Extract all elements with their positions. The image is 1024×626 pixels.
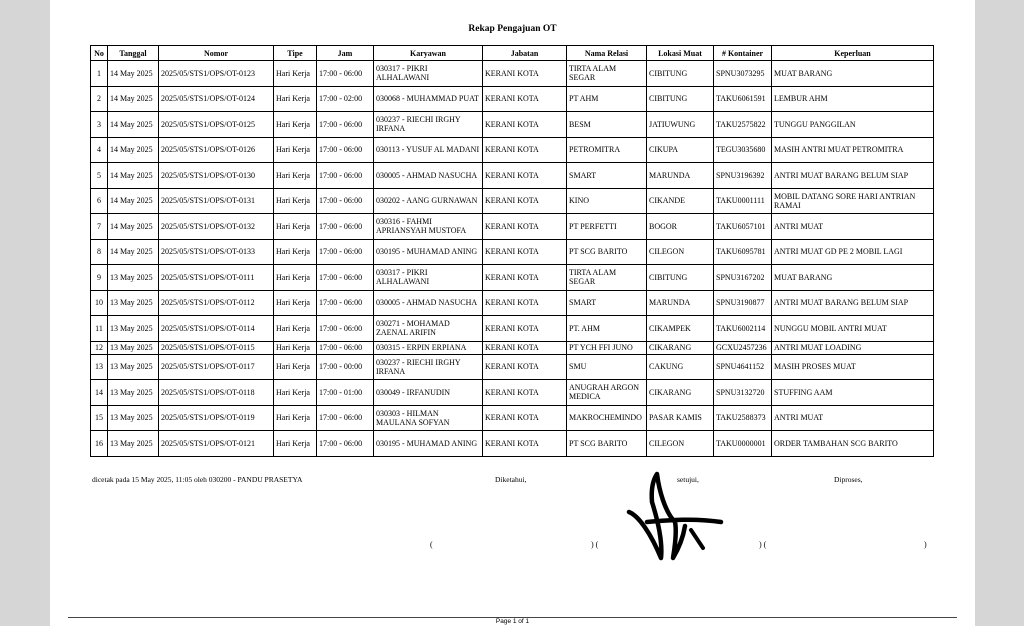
cell-nama-relasi: PT YCH FFI JUNO: [567, 341, 647, 354]
cell-jabatan: KERANI KOTA: [483, 431, 567, 457]
cell-tipe: Hari Kerja: [274, 163, 317, 189]
cell-jabatan: KERANI KOTA: [483, 380, 567, 406]
cell-karyawan: 030271 - MOHAMAD ZAENAL ARIFIN: [374, 316, 483, 342]
cell-jabatan: KERANI KOTA: [483, 239, 567, 265]
cell-keperluan: ANTRI MUAT: [772, 405, 934, 431]
cell-kontainer: TAKU2588373: [714, 405, 772, 431]
cell-nomor: 2025/05/STS1/OPS/OT-0126: [159, 137, 274, 163]
cell-nomor: 2025/05/STS1/OPS/OT-0133: [159, 239, 274, 265]
cell-nama-relasi: PT SCG BARITO: [567, 239, 647, 265]
cell-kontainer: SPNU4641152: [714, 354, 772, 380]
cell-karyawan: 030315 - ERPIN ERPIANA: [374, 341, 483, 354]
table-body: [91, 61, 934, 457]
cell-no: 1: [91, 61, 108, 87]
cell-nomor: 2025/05/STS1/OPS/OT-0115: [159, 341, 274, 354]
signature-paren: ): [924, 540, 927, 549]
cell-nomor: 2025/05/STS1/OPS/OT-0124: [159, 86, 274, 112]
cell-tanggal: 14 May 2025: [108, 239, 159, 265]
cell-kontainer: SPNU3132720: [714, 380, 772, 406]
table-row: [91, 341, 934, 354]
table-row: [91, 405, 934, 431]
signature-paren: ) (: [591, 540, 599, 549]
cell-nomor: 2025/05/STS1/OPS/OT-0117: [159, 354, 274, 380]
table-row: [91, 214, 934, 240]
cell-tanggal: 14 May 2025: [108, 188, 159, 214]
cell-tipe: Hari Kerja: [274, 354, 317, 380]
processed-label: Diproses,: [834, 475, 863, 484]
cell-no: 7: [91, 214, 108, 240]
cell-tanggal: 13 May 2025: [108, 316, 159, 342]
cell-keperluan: ANTRI MUAT LOADING: [772, 341, 934, 354]
cell-tipe: Hari Kerja: [274, 265, 317, 291]
known-label: Diketahui,: [495, 475, 527, 484]
cell-tipe: Hari Kerja: [274, 61, 317, 87]
cell-jam: 17:00 - 02:00: [317, 86, 374, 112]
signature-paren: (: [430, 540, 433, 549]
table-row: [91, 61, 934, 87]
cell-jam: 17:00 - 06:00: [317, 341, 374, 354]
table-row: [91, 265, 934, 291]
cell-karyawan: 030317 - PIKRI ALHALAWANI: [374, 61, 483, 87]
cell-tanggal: 14 May 2025: [108, 163, 159, 189]
cell-nomor: 2025/05/STS1/OPS/OT-0118: [159, 380, 274, 406]
cell-tipe: Hari Kerja: [274, 431, 317, 457]
cell-keperluan: MASIH PROSES MUAT: [772, 354, 934, 380]
col-header: Tipe: [274, 46, 317, 61]
cell-jabatan: KERANI KOTA: [483, 61, 567, 87]
cell-jam: 17:00 - 06:00: [317, 316, 374, 342]
cell-tipe: Hari Kerja: [274, 341, 317, 354]
cell-no: 12: [91, 341, 108, 354]
cell-nama-relasi: PT AHM: [567, 86, 647, 112]
cell-nomor: 2025/05/STS1/OPS/OT-0130: [159, 163, 274, 189]
col-header: Nama Relasi: [567, 46, 647, 61]
cell-jam: 17:00 - 06:00: [317, 290, 374, 316]
cell-karyawan: 030195 - MUHAMAD ANING: [374, 239, 483, 265]
printed-info: dicetak pada 15 May 2025, 11:05 oleh 030200 - PANDU PRASETYA: [92, 475, 303, 484]
cell-keperluan: NUNGGU MOBIL ANTRI MUAT: [772, 316, 934, 342]
cell-jam: 17:00 - 06:00: [317, 61, 374, 87]
cell-karyawan: 030316 - FAHMI APRIANSYAH MUSTOFA: [374, 214, 483, 240]
col-header: Karyawan: [374, 46, 483, 61]
cell-karyawan: 030237 - RIECHI IRGHY IRFANA: [374, 112, 483, 138]
cell-nama-relasi: SMART: [567, 290, 647, 316]
cell-nomor: 2025/05/STS1/OPS/OT-0132: [159, 214, 274, 240]
cell-jabatan: KERANI KOTA: [483, 290, 567, 316]
cell-lokasi-muat: CIKAMPEK: [647, 316, 714, 342]
table-row: [91, 137, 934, 163]
cell-tipe: Hari Kerja: [274, 86, 317, 112]
cell-nomor: 2025/05/STS1/OPS/OT-0111: [159, 265, 274, 291]
cell-jabatan: KERANI KOTA: [483, 214, 567, 240]
cell-nama-relasi: KINO: [567, 188, 647, 214]
cell-no: 2: [91, 86, 108, 112]
table-row: [91, 163, 934, 189]
cell-karyawan: 030317 - PIKRI ALHALAWANI: [374, 265, 483, 291]
table-row: [91, 290, 934, 316]
cell-tanggal: 13 May 2025: [108, 405, 159, 431]
cell-jam: 17:00 - 06:00: [317, 431, 374, 457]
cell-keperluan: ANTRI MUAT BARANG BELUM SIAP: [772, 163, 934, 189]
cell-keperluan: MASIH ANTRI MUAT PETROMITRA: [772, 137, 934, 163]
cell-kontainer: TAKU6095781: [714, 239, 772, 265]
cell-karyawan: 030005 - AHMAD NASUCHA: [374, 163, 483, 189]
cell-tanggal: 13 May 2025: [108, 431, 159, 457]
cell-tipe: Hari Kerja: [274, 239, 317, 265]
cell-karyawan: 030202 - AANG GURNAWAN: [374, 188, 483, 214]
report-title: Rekap Pengajuan OT: [468, 24, 557, 34]
cell-tanggal: 13 May 2025: [108, 265, 159, 291]
table-row: [91, 188, 934, 214]
col-header: Jam: [317, 46, 374, 61]
cell-lokasi-muat: CIKARANG: [647, 380, 714, 406]
cell-lokasi-muat: CIBITUNG: [647, 265, 714, 291]
cell-lokasi-muat: CILEGON: [647, 431, 714, 457]
cell-no: 13: [91, 354, 108, 380]
cell-nomor: 2025/05/STS1/OPS/OT-0112: [159, 290, 274, 316]
cell-lokasi-muat: MARUNDA: [647, 163, 714, 189]
cell-lokasi-muat: CIBITUNG: [647, 61, 714, 87]
cell-lokasi-muat: CIBITUNG: [647, 86, 714, 112]
cell-lokasi-muat: CIKUPA: [647, 137, 714, 163]
cell-tanggal: 13 May 2025: [108, 341, 159, 354]
cell-karyawan: 030195 - MUHAMAD ANING: [374, 431, 483, 457]
cell-jabatan: KERANI KOTA: [483, 341, 567, 354]
cell-keperluan: ANTRI MUAT: [772, 214, 934, 240]
cell-no: 5: [91, 163, 108, 189]
cell-no: 9: [91, 265, 108, 291]
cell-tanggal: 14 May 2025: [108, 61, 159, 87]
document-page: [50, 0, 975, 626]
cell-no: 11: [91, 316, 108, 342]
cell-tipe: Hari Kerja: [274, 188, 317, 214]
cell-lokasi-muat: CIKARANG: [647, 341, 714, 354]
cell-jam: 17:00 - 06:00: [317, 112, 374, 138]
cell-no: 3: [91, 112, 108, 138]
cell-tanggal: 14 May 2025: [108, 137, 159, 163]
cell-jabatan: KERANI KOTA: [483, 163, 567, 189]
cell-lokasi-muat: MARUNDA: [647, 290, 714, 316]
cell-no: 14: [91, 380, 108, 406]
cell-kontainer: SPNU3073295: [714, 61, 772, 87]
cell-tipe: Hari Kerja: [274, 316, 317, 342]
cell-kontainer: SPNU3190877: [714, 290, 772, 316]
cell-keperluan: ORDER TAMBAHAN SCG BARITO: [772, 431, 934, 457]
table-row: [91, 354, 934, 380]
cell-jam: 17:00 - 06:00: [317, 265, 374, 291]
cell-tipe: Hari Kerja: [274, 405, 317, 431]
cell-karyawan: 030068 - MUHAMMAD PUAT: [374, 86, 483, 112]
cell-kontainer: SPNU3167202: [714, 265, 772, 291]
cell-nomor: 2025/05/STS1/OPS/OT-0131: [159, 188, 274, 214]
cell-keperluan: LEMBUR AHM: [772, 86, 934, 112]
cell-jabatan: KERANI KOTA: [483, 137, 567, 163]
cell-keperluan: TUNGGU PANGGILAN: [772, 112, 934, 138]
cell-no: 15: [91, 405, 108, 431]
cell-kontainer: TAKU0001111: [714, 188, 772, 214]
cell-tanggal: 14 May 2025: [108, 214, 159, 240]
cell-kontainer: SPNU3196392: [714, 163, 772, 189]
cell-nama-relasi: TIRTA ALAM SEGAR: [567, 265, 647, 291]
cell-lokasi-muat: CILEGON: [647, 239, 714, 265]
cell-nomor: 2025/05/STS1/OPS/OT-0125: [159, 112, 274, 138]
cell-lokasi-muat: JATIUWUNG: [647, 112, 714, 138]
signature-paren: ) (: [759, 540, 767, 549]
cell-nama-relasi: TIRTA ALAM SEGAR: [567, 61, 647, 87]
cell-nama-relasi: PETROMITRA: [567, 137, 647, 163]
handwritten-signature: [625, 462, 725, 564]
cell-jam: 17:00 - 01:00: [317, 380, 374, 406]
cell-tipe: Hari Kerja: [274, 380, 317, 406]
table-row: [91, 316, 934, 342]
cell-nomor: 2025/05/STS1/OPS/OT-0119: [159, 405, 274, 431]
cell-lokasi-muat: CIKANDE: [647, 188, 714, 214]
col-header: Lokasi Muat: [647, 46, 714, 61]
cell-keperluan: STUFFING AAM: [772, 380, 934, 406]
col-header: Keperluan: [772, 46, 934, 61]
cell-tanggal: 13 May 2025: [108, 290, 159, 316]
cell-kontainer: GCXU2457236: [714, 341, 772, 354]
cell-karyawan: 030303 - HILMAN MAULANA SOFYAN: [374, 405, 483, 431]
cell-kontainer: TAKU0000001: [714, 431, 772, 457]
cell-jabatan: KERANI KOTA: [483, 86, 567, 112]
cell-kontainer: TAKU6002114: [714, 316, 772, 342]
cell-no: 6: [91, 188, 108, 214]
table-header-row: [91, 46, 934, 61]
cell-kontainer: TAKU6061591: [714, 86, 772, 112]
cell-jabatan: KERANI KOTA: [483, 354, 567, 380]
cell-nama-relasi: PT. AHM: [567, 316, 647, 342]
cell-tipe: Hari Kerja: [274, 137, 317, 163]
cell-tipe: Hari Kerja: [274, 214, 317, 240]
cell-no: 8: [91, 239, 108, 265]
cell-jabatan: KERANI KOTA: [483, 405, 567, 431]
cell-kontainer: TAKU2575822: [714, 112, 772, 138]
ot-table: [90, 45, 934, 457]
page-number: Page 1 of 1: [495, 618, 530, 625]
cell-tipe: Hari Kerja: [274, 290, 317, 316]
cell-tanggal: 14 May 2025: [108, 86, 159, 112]
table-row: [91, 86, 934, 112]
cell-nama-relasi: SMU: [567, 354, 647, 380]
cell-keperluan: MOBIL DATANG SORE HARI ANTRIAN RAMAI: [772, 188, 934, 214]
cell-jam: 17:00 - 06:00: [317, 239, 374, 265]
cell-lokasi-muat: CAKUNG: [647, 354, 714, 380]
cell-tipe: Hari Kerja: [274, 112, 317, 138]
cell-lokasi-muat: PASAR KAMIS: [647, 405, 714, 431]
col-header: # Kontainer: [714, 46, 772, 61]
cell-tanggal: 14 May 2025: [108, 112, 159, 138]
cell-jam: 17:00 - 06:00: [317, 405, 374, 431]
cell-lokasi-muat: BOGOR: [647, 214, 714, 240]
cell-jam: 17:00 - 00:00: [317, 354, 374, 380]
cell-nama-relasi: SMART: [567, 163, 647, 189]
col-header: Nomor: [159, 46, 274, 61]
cell-jabatan: KERANI KOTA: [483, 112, 567, 138]
cell-nomor: 2025/05/STS1/OPS/OT-0121: [159, 431, 274, 457]
col-header: Jabatan: [483, 46, 567, 61]
cell-karyawan: 030005 - AHMAD NASUCHA: [374, 290, 483, 316]
cell-keperluan: ANTRI MUAT GD PE 2 MOBIL LAGI: [772, 239, 934, 265]
cell-tanggal: 13 May 2025: [108, 380, 159, 406]
cell-nama-relasi: ANUGRAH ARGON MEDICA: [567, 380, 647, 406]
col-header: No: [91, 46, 108, 61]
cell-nama-relasi: PT PERFETTI: [567, 214, 647, 240]
cell-karyawan: 030049 - IRFANUDIN: [374, 380, 483, 406]
cell-keperluan: MUAT BARANG: [772, 61, 934, 87]
cell-no: 4: [91, 137, 108, 163]
cell-keperluan: MUAT BARANG: [772, 265, 934, 291]
table-row: [91, 239, 934, 265]
cell-jam: 17:00 - 06:00: [317, 188, 374, 214]
cell-tanggal: 13 May 2025: [108, 354, 159, 380]
cell-kontainer: TEGU3035680: [714, 137, 772, 163]
cell-jabatan: KERANI KOTA: [483, 188, 567, 214]
cell-jabatan: KERANI KOTA: [483, 265, 567, 291]
cell-keperluan: ANTRI MUAT BARANG BELUM SIAP: [772, 290, 934, 316]
table-row: [91, 431, 934, 457]
cell-nomor: 2025/05/STS1/OPS/OT-0114: [159, 316, 274, 342]
cell-karyawan: 030237 - RIECHI IRGHY IRFANA: [374, 354, 483, 380]
cell-nama-relasi: BESM: [567, 112, 647, 138]
cell-jam: 17:00 - 06:00: [317, 163, 374, 189]
cell-jabatan: KERANI KOTA: [483, 316, 567, 342]
cell-no: 10: [91, 290, 108, 316]
cell-kontainer: TAKU6057101: [714, 214, 772, 240]
table-row: [91, 380, 934, 406]
col-header: Tanggal: [108, 46, 159, 61]
cell-nama-relasi: MAKROCHEMINDO: [567, 405, 647, 431]
cell-nama-relasi: PT SCG BARITO: [567, 431, 647, 457]
cell-jam: 17:00 - 06:00: [317, 214, 374, 240]
table-row: [91, 112, 934, 138]
cell-nomor: 2025/05/STS1/OPS/OT-0123: [159, 61, 274, 87]
cell-no: 16: [91, 431, 108, 457]
approved-label: setujui,: [677, 475, 699, 484]
cell-karyawan: 030113 - YUSUF AL MADANI: [374, 137, 483, 163]
cell-jam: 17:00 - 06:00: [317, 137, 374, 163]
